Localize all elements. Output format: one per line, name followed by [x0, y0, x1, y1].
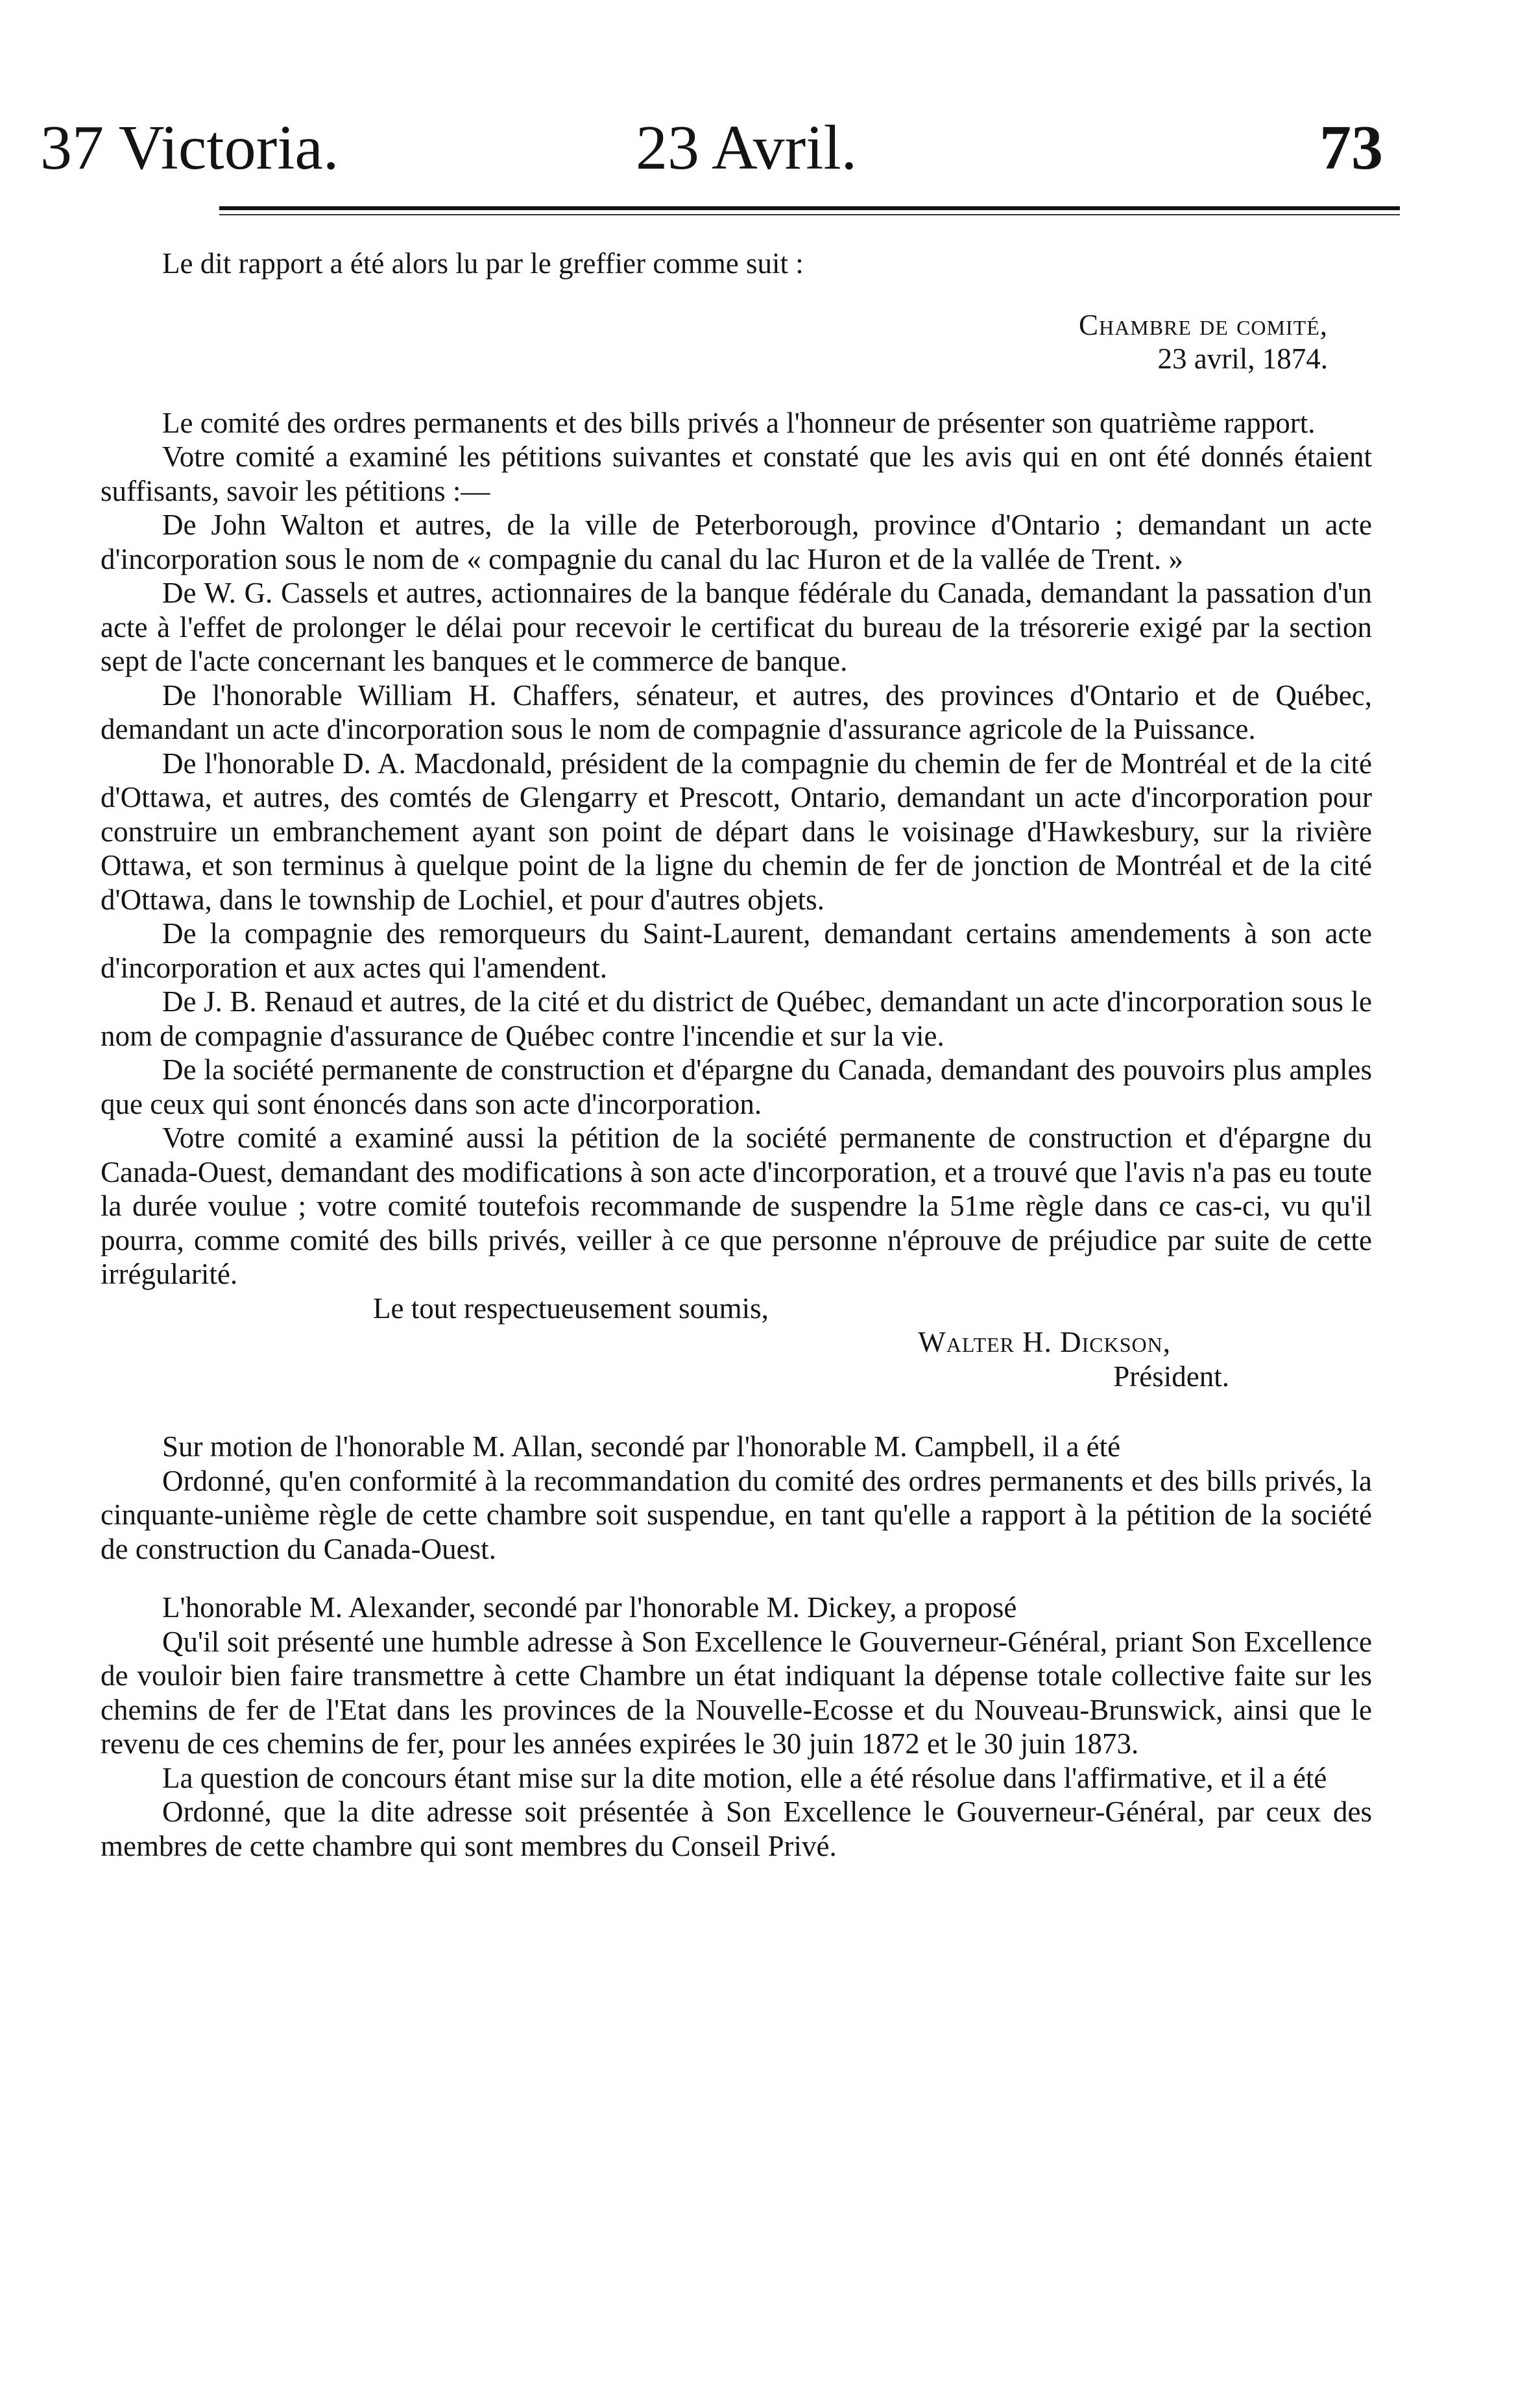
paragraph: De W. G. Cassels et autres, actionnaires de la banque fédérale du Canada, demandant la passation d'un acte à l'effet de prolonger le délai pour recevoir le certificat du bureau de la trésorerie exigé par la section sept de l'acte concernant les banques et le commerce de banque.: [101, 577, 1372, 677]
signature-name: [101, 1325, 1372, 1360]
closing-line: Le tout respectueusement soumis,: [373, 1292, 769, 1325]
header-volume: 37 Victoria.: [40, 113, 339, 183]
committee-heading-date: 23 avril, 1874.: [1157, 342, 1328, 375]
paragraph: De J. B. Renaud et autres, de la cité et du district de Québec, demandant un acte d'incorporation sous le nom de compagnie d'assurance de Québec contre l'incendie et sur la vie.: [101, 985, 1372, 1052]
paragraph: De l'honorable D. A. Macdonald, président de la compagnie du chemin de fer de Montréal et de la cité d'Ottawa, et autres, des comtés de Glengarry et Prescott, Ontario, demandant un acte d'incorporation pour construire un embranchement ayant son point de départ dans le voisinage d'Hawkesbury, sur la rivière Ottawa, et son terminus à quelque point de la ligne du chemin de fer de jonction de Montréal et de la cité d'Ottawa, dans le township de Lochiel, et pour d'autres objets.: [101, 747, 1372, 916]
paragraph: De la société permanente de construction et d'épargne du Canada, demandant des pouvoirs plus amples que ceux qui sont énoncés dans son acte d'incorporation.: [101, 1053, 1372, 1120]
paragraph: L'honorable M. Alexander, secondé par l'honorable M. Dickey, a proposé: [162, 1591, 1017, 1624]
paragraph: Qu'il soit présenté une humble adresse à Son Excellence le Gouverneur-Général, priant Son Excellence de vouloir bien faire transmettre à cette Chambre un état indiquant la dépense totale collective faite sur les chemins de fer de l'Etat dans les provinces de la Nouvelle-Ecosse et du Nouveau-Brunswick, ainsi que le revenu de ces chemins de fer, pour les années expirées le 30 juin 1872 et le 30 juin 1873.: [101, 1625, 1372, 1760]
committee-heading-line1: Chambre de comité,: [1079, 308, 1328, 341]
signature-title: [101, 1360, 1372, 1394]
header-date: 23 Avril.: [636, 113, 858, 183]
paragraph: Ordonné, que la dite adresse soit présentée à Son Excellence le Gouverneur-Général, par ceux des membres de cette chambre qui sont membres du Conseil Privé.: [101, 1796, 1372, 1862]
paragraph: Votre comité a examiné aussi la pétition de la société permanente de construction et d'épargne du Canada-Ouest, demandant des modifications à son acte d'incorporation, et a trouvé que l'avis n'a pas eu toute la durée voulue ; votre comité toutefois recommande de suspendre la 51me règle dans ce cas-ci, vu qu'il pourra, comme comité des bills privés, veiller à ce que personne n'éprouve de préjudice par suite de cette irrégularité.: [101, 1122, 1372, 1290]
report-intro: Le dit rapport a été alors lu par le greffier comme suit :: [162, 247, 804, 280]
spacer: [101, 1566, 1372, 1591]
document-body: [101, 246, 1372, 1863]
committee-heading: [101, 308, 1328, 376]
paragraph: De l'honorable William H. Chaffers, sénateur, et autres, des provinces d'Ontario et de Québec, demandant un acte d'incorporation sous le nom de compagnie d'assurance agricole de la Puissance.: [101, 679, 1372, 745]
signature-name-text: Walter H. Dickson,: [918, 1326, 1171, 1358]
paragraph: La question de concours étant mise sur la dite motion, elle a été résolue dans l'affirmative, et il a été: [162, 1761, 1327, 1794]
paragraph: Votre comité a examiné les pétitions suivantes et constaté que les avis qui en ont été donnés étaient suffisants, savoir les pétitions :—: [101, 440, 1372, 507]
header-rule: [219, 206, 1400, 210]
header-rule-thin: [219, 214, 1400, 215]
paragraph: Ordonné, qu'en conformité à la recommandation du comité des ordres permanents et des bills privés, la cinquante-unième règle de cette chambre soit suspendue, en tant qu'elle a rapport à la pétition de la société de construction du Canada-Ouest.: [101, 1464, 1372, 1565]
page-number: 73: [1319, 113, 1383, 183]
paragraph: De la compagnie des remorqueurs du Saint-Laurent, demandant certains amendements à son acte d'incorporation et aux actes qui l'amendent.: [101, 917, 1372, 984]
paragraph: Sur motion de l'honorable M. Allan, secondé par l'honorable M. Campbell, il a été: [162, 1430, 1121, 1463]
paragraph: De John Walton et autres, de la ville de Peterborough, province d'Ontario ; demandant un acte d'incorporation sous le nom de « compagnie du canal du lac Huron et de la vallée de Trent. »: [101, 509, 1372, 575]
page-header: [40, 109, 1383, 193]
signature-title-text: Président.: [1113, 1360, 1229, 1393]
spacer: [101, 1393, 1372, 1430]
paragraph: Le comité des ordres permanents et des bills privés a l'honneur de présenter son quatrième rapport.: [162, 406, 1316, 439]
